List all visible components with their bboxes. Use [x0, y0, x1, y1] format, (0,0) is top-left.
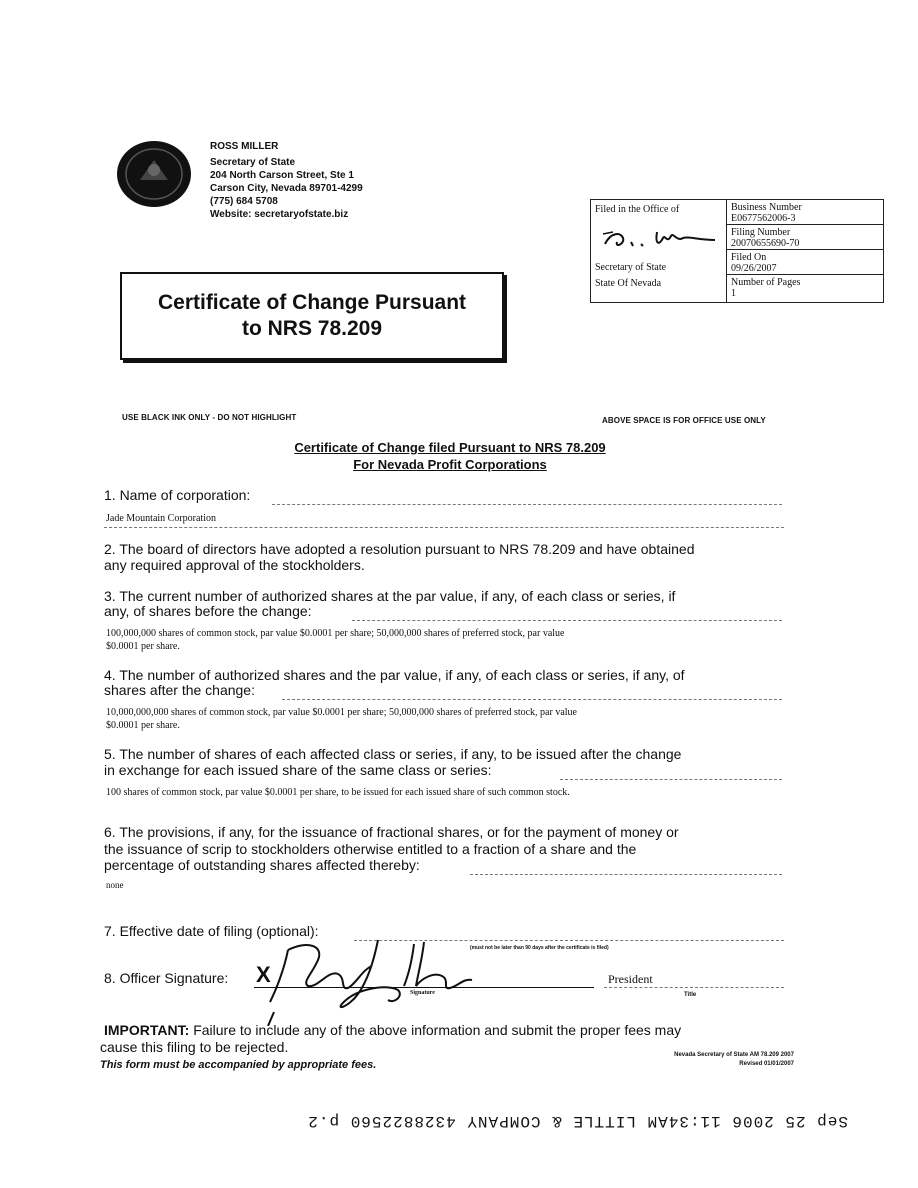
officer-title-value: President [608, 972, 653, 986]
item-2-line-2: any required approval of the stockholders. [104, 557, 365, 573]
item-6-rule [470, 874, 782, 875]
item-6-line-2: the issuance of scrip to stockholders otherwise entitled to a fraction of a share and the [104, 841, 637, 857]
secretary-name: ROSS MILLER [210, 141, 279, 152]
filed-in-label: Filed in the Office of [595, 204, 680, 215]
item-5-line-2: in exchange for each issued share of the same class or series: [104, 762, 492, 778]
item-3-answer-1: 100,000,000 shares of common stock, par value $0.0001 per share; 50,000,000 shares of preferred stock, par value [106, 628, 565, 639]
title-line-2: to NRS 78.209 [241, 317, 383, 340]
item-7-question: 7. Effective date of filing (optional): [104, 923, 319, 939]
item-4-answer-2: $0.0001 per share. [106, 720, 180, 731]
item-4-line-2: shares after the change: [104, 682, 255, 698]
filed-on-row [727, 250, 883, 275]
title-label: Title [684, 992, 697, 998]
filed-on-value: 09/26/2007 [731, 263, 777, 274]
form-id: Nevada Secretary of State AM 78.209 2007 [674, 1052, 794, 1058]
address-line-2: Carson City, Nevada 89701-4299 [210, 183, 363, 194]
item-5-rule [560, 779, 782, 780]
item-1-question: 1. Name of corporation: [104, 487, 251, 503]
item-4-rule [282, 699, 782, 700]
signature-label: Signature [410, 990, 435, 996]
form-heading-2: For Nevada Profit Corporations [353, 457, 547, 472]
signature-x-mark: X [256, 962, 271, 987]
item-1-rule [272, 504, 782, 505]
filing-office-cell [591, 200, 727, 302]
item-4-answer-1: 10,000,000,000 shares of common stock, par value $0.0001 per share; 50,000,000 shares of preferred stock, par value [106, 707, 577, 718]
secretary-title: Secretary of State [210, 157, 296, 168]
filing-number-value: 20070655690-70 [731, 238, 800, 249]
filing-info-box [590, 199, 884, 303]
business-number-row [727, 200, 883, 225]
website: Website: secretaryofstate.biz [210, 209, 349, 220]
pages-label: Number of Pages [731, 277, 801, 288]
item-5-answer: 100 shares of common stock, par value $0.0001 per share, to be issued for each issued share of such common stock. [106, 787, 570, 798]
business-number-label: Business Number [731, 202, 802, 213]
filing-number-row [727, 225, 883, 250]
item-8-question: 8. Officer Signature: [104, 970, 229, 986]
item-3-line-1: 3. The current number of authorized shares at the par value, if any, of each class or series, if [104, 588, 676, 604]
item-6-answer: none [106, 880, 124, 890]
important-line-2: cause this filing to be rejected. [100, 1039, 289, 1055]
fax-transmission-line: Sep 25 2006 11:34AM LITTLE & COMPANY 4328822560 p.2 [307, 1112, 848, 1130]
title-rule [604, 987, 784, 988]
important-line-1 [104, 1022, 681, 1039]
pages-value: 1 [731, 288, 736, 299]
item-5-line-1: 5. The number of shares of each affected class or series, if any, to be issued after the change [104, 746, 682, 762]
pages-row [727, 275, 883, 300]
ink-notice: USE BLACK INK ONLY - DO NOT HIGHLIGHT [122, 413, 297, 422]
item-3-answer-2: $0.0001 per share. [106, 641, 180, 652]
secretary-of-state-label: Secretary of State [595, 262, 667, 273]
title-line-1: Certificate of Change Pursuant [157, 291, 467, 314]
filing-signature-icon [597, 224, 721, 252]
office-use-notice: ABOVE SPACE IS FOR OFFICE USE ONLY [602, 416, 766, 425]
item-6-line-3: percentage of outstanding shares affected thereby: [104, 857, 420, 873]
item-7-note: (must not be later than 90 days after the certificate is filed) [470, 945, 609, 951]
state-of-nevada-label: State Of Nevada [595, 278, 662, 289]
officer-signature-icon [228, 930, 478, 1026]
form-heading-1: Certificate of Change filed Pursuant to NRS 78.209 [294, 440, 606, 455]
phone: (775) 684 5708 [210, 196, 278, 207]
important-label: IMPORTANT: [104, 1022, 190, 1038]
fees-notice: This form must be accompanied by appropriate fees. [100, 1059, 377, 1071]
item-1-answer: Jade Mountain Corporation [106, 513, 216, 524]
filing-number-label: Filing Number [731, 227, 791, 238]
state-seal-icon [116, 140, 192, 208]
important-text-1: Failure to include any of the above information and submit the proper fees may [193, 1022, 682, 1038]
business-number-value: E0677562006-3 [731, 213, 796, 224]
address-line-1: 204 North Carson Street, Ste 1 [210, 170, 354, 181]
item-3-rule [352, 620, 782, 621]
item-3-line-2: any, of shares before the change: [104, 603, 312, 619]
item-4-line-1: 4. The number of authorized shares and the par value, if any, of each class or series, if any, of [104, 667, 685, 683]
certificate-title-box [120, 272, 504, 360]
form-revised: Revised 01/01/2007 [739, 1061, 794, 1067]
item-6-line-1: 6. The provisions, if any, for the issuance of fractional shares, or for the payment of money or [104, 824, 679, 840]
item-2-line-1: 2. The board of directors have adopted a resolution pursuant to NRS 78.209 and have obtained [104, 541, 695, 557]
filed-on-label: Filed On [731, 252, 767, 263]
item-1-answer-rule [104, 527, 784, 528]
